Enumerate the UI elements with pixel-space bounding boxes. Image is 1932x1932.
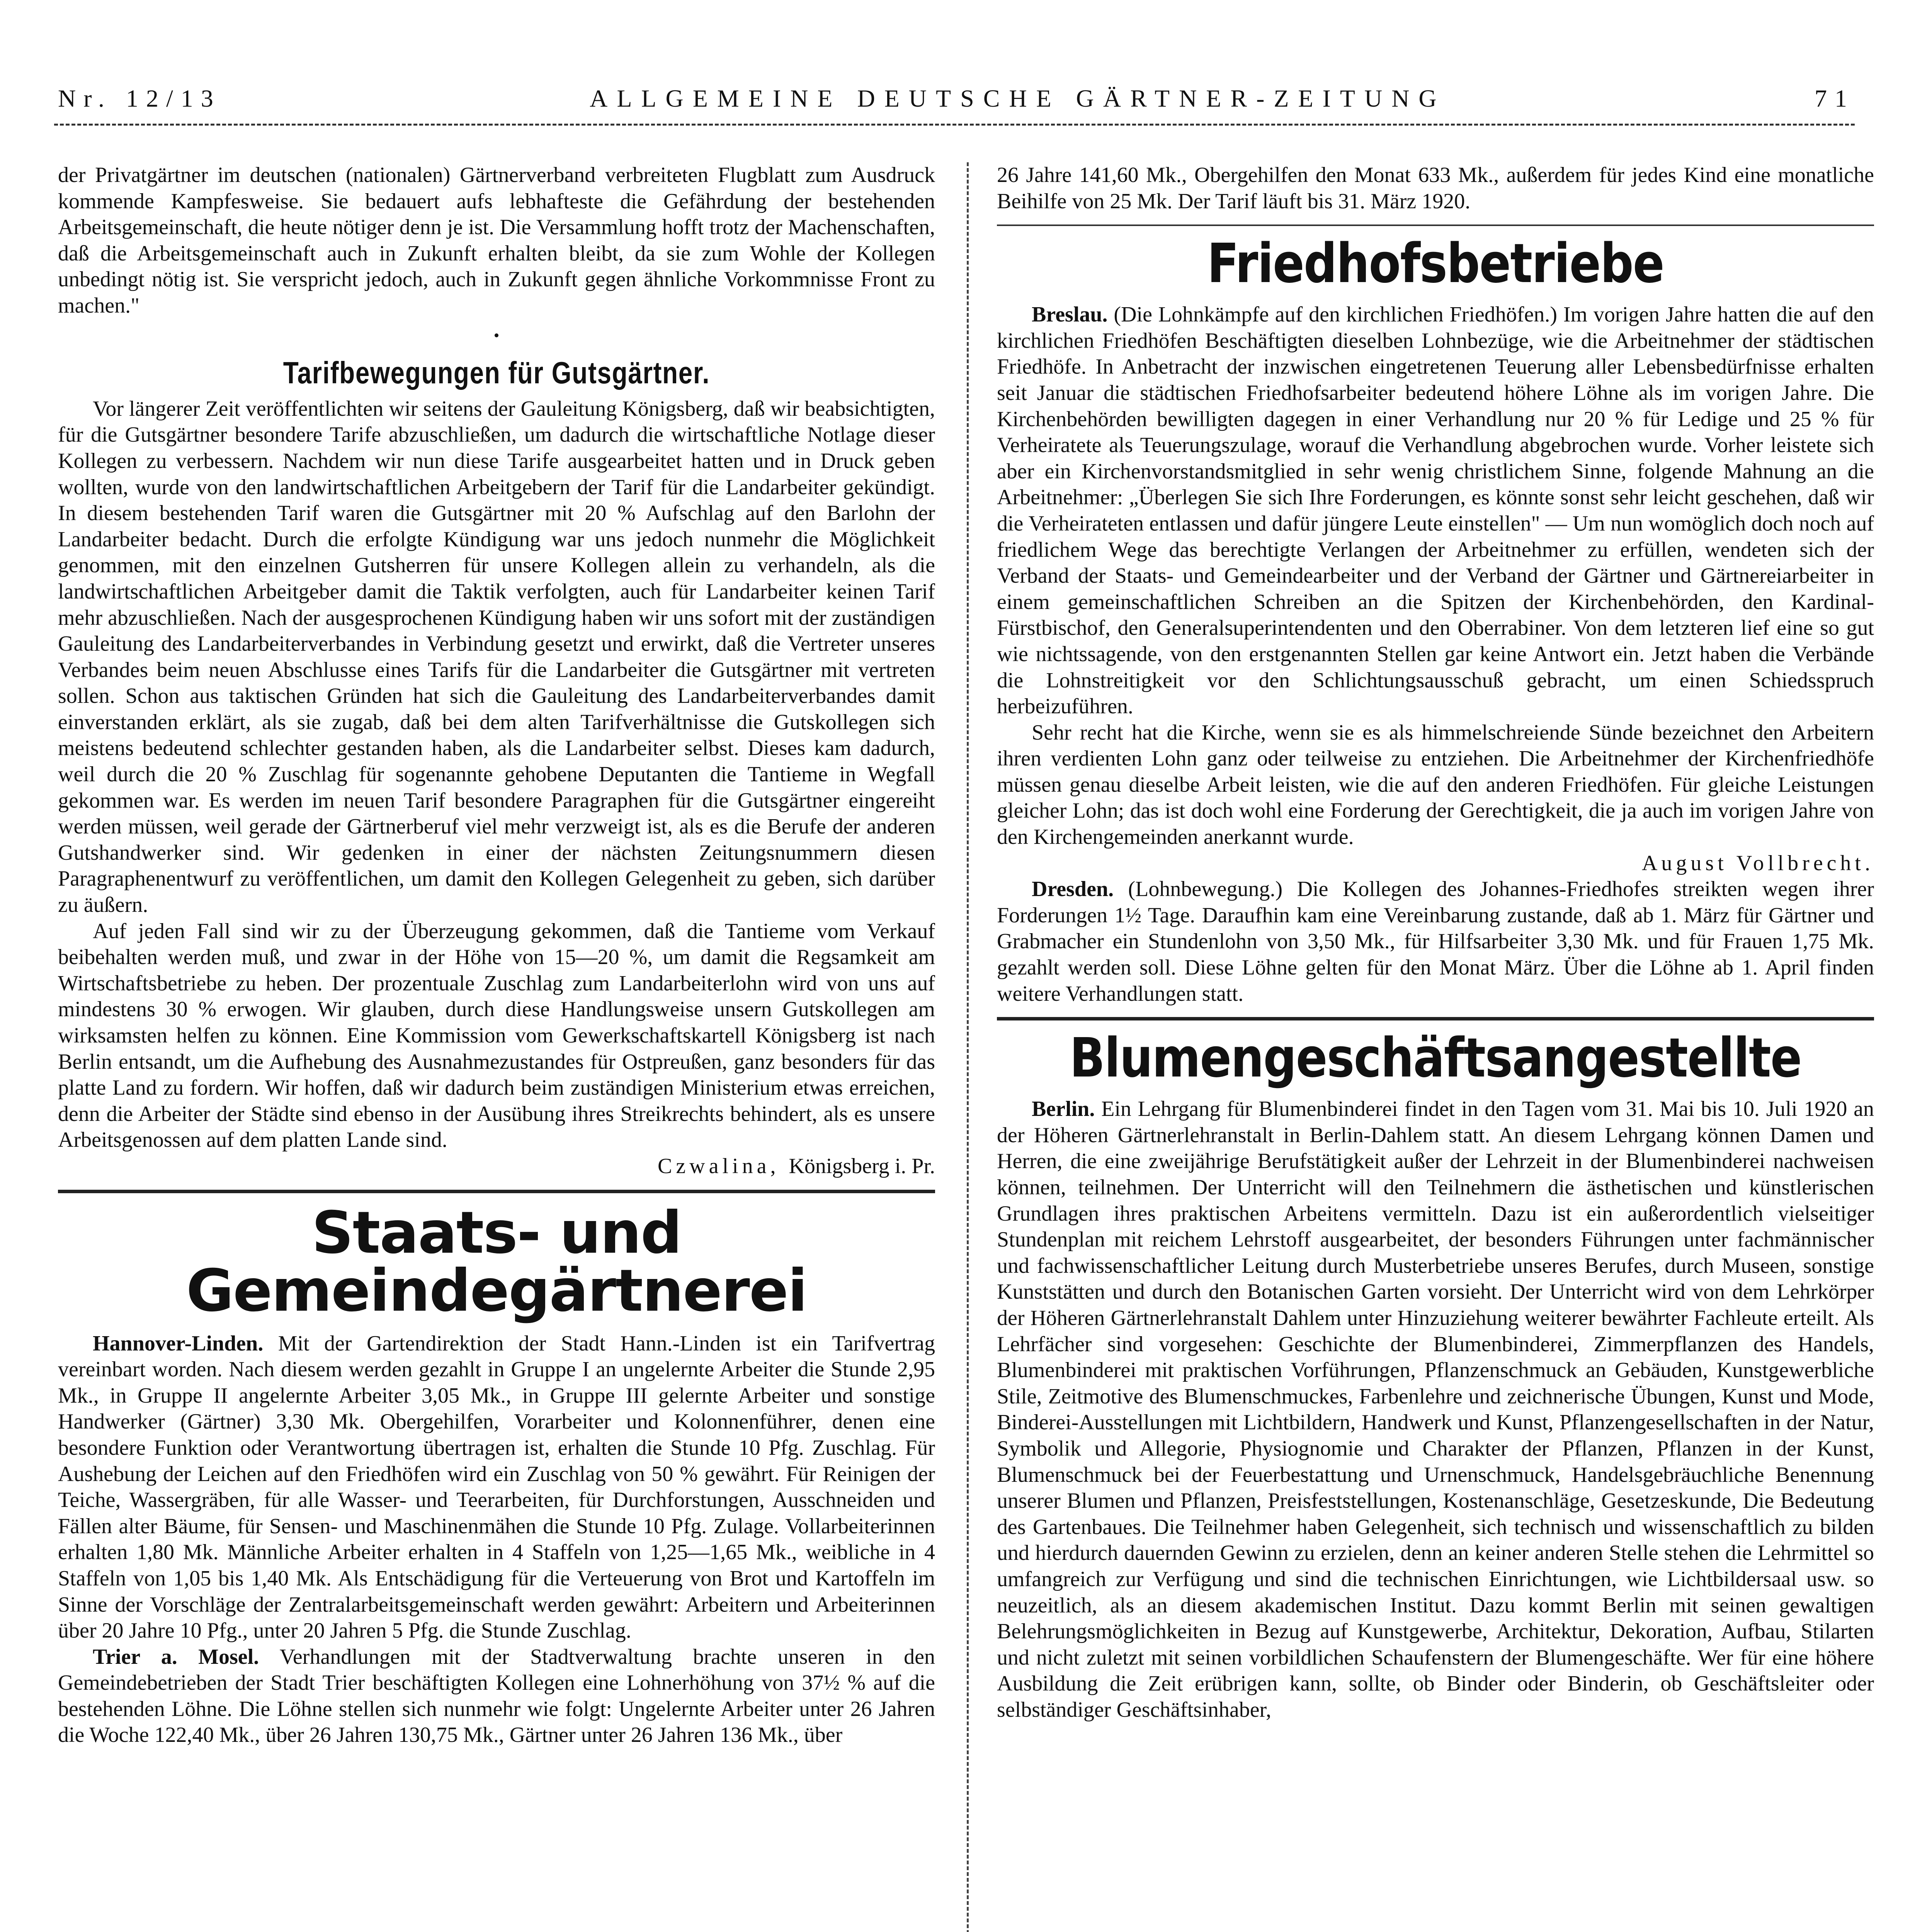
paragraph-text: (Die Lohnkämpfe auf den kirchlichen Friedhöfen.) Im vorigen Jahre hatten die auf den kirchlichen Friedhöfen Beschäftigten dieselben Lohnbezüge, wie die Arbeitnehmer der städtischen Friedhöfe. In Anbetracht der inzwischen eingetretenen Teuerung aller Lebensbedürfnisse erhalten seit Januar die städtischen Friedhofsarbeiter bedeutend höhere Löhne als im vorigen Jahre. Die Kirchenbehörden bewilligten dagegen in einer Verhandlung nur 20 % für Ledige und 25 % für Verheiratete als Teuerungszulage, worauf die Verhandlung abgebrochen wurde. Vorher leistete sich aber ein Kirchenvorstandsmitglied in sehr wenig christlichem Sinne, folgende Mahnung an die Arbeitnehmer: „Überlegen Sie sich Ihre Forderungen, es könnte sonst sehr leicht geschehen, daß wir die Verheirateten entlassen und dafür jüngere Leute einstellen" — Um nun womöglich doch noch auf friedlichem Wege das berechtigte Verlangen der Arbeitnehmer zu erfüllen, wendeten sich der Verband der Staats- und Gemeindearbeiter und der Verband der Gärtner und Gärtnereiarbeiter in einem gemeinschaftlichen Schreiben an die Spitzen der Kirchenbehörden, den Kardinal-Fürstbischof, den Generalsuperintendenten und den Oberrabiner. Von dem letzteren lief eine so gut wie nichtssagende, von den erstgenannten Stellen gar keine Antwort ein. Jetzt haben die Verbände die Lohnstreitigkeit vor den Schlichtungsausschuß gebracht, um einen Schiedsspruch herbeizuführen. bbox=[997, 303, 1874, 719]
newspaper-title: ALLGEMEINE DEUTSCHE GÄRTNER-ZEITUNG bbox=[590, 85, 1446, 112]
paragraph-text: Ein Lehrgang für Blumenbinderei findet in den Tagen vom 31. Mai bis 10. Juli 1920 an der Höheren Gärtnerlehranstalt in Berlin-Dahlem statt. An diesem Lehrgang können Damen und Herren, die eine zweijährige Berufstätigkeit außer der Lehrzeit in der Blumenbinderei nachweisen können, teilnehmen. Der Unterricht will den Teilnehmern die ästhetischen und künstlerischen Grundlagen ihres praktischen Arbeitens vermitteln. Dazu ist ein außerordentlich vielseitiger Stundenplan mit reichem Lehrstoff ausgearbeitet, der besonders Führungen unter fachmännischer und fachwissenschaftlicher Leitung durch Musterbetriebe unseres Berufes, durch Museen, sonstige Kunststätten und durch den Botanischen Garten vorsieht. Der Unterricht wird von dem Lehrkörper der Höheren Gärtnerlehranstalt Dahlem unter Hinzuziehung weiterer bewährter Fachleute erteilt. Als Lehrfächer sind vorgesehen: Geschichte der Blumenbinderei, Zimmerpflanzen des Handels, Blumenbinderei mit praktischen Vorführungen, Pflanzenschmuck an Gebäuden, Kunstgewerbliche Stile, Zeitmotive des Blumenschmuckes, Farbenlehre und zeichnerische Übungen, Kunst und Mode, Binderei-Ausstellungen mit Lichtbildern, Handwerk und Kunst, Pflanzengesellschaften in der Natur, Symbolik und Allegorie, Physiognomie und Charakter der Pflanzen, Pflanzen in der Kunst, Blumenschmuck bei der Feuerbestattung und Urnenschmuck, Handelsgebräuchliche Benennung unserer Blumen und Pflanzen, Preisfeststellungen, Kostenanschläge, Gesetzeskunde, Die Bedeutung des Gartenbaues. Die Teilnehmer haben Gelegenheit, sich technisch und wissenschaftlich zu bilden und hierdurch dauernden Gewinn zu erzielen, denn an keiner anderen Stelle stehen die Lehrmittel so umfangreich zur Verfügung und sind die technischen Einrichtungen, wie Lichtbildersaal usw. so neuzeitlich, als an diesem akademischen Institut. Dazu kommt Berlin mit seinen gewaltigen Belehrungsmöglichkeiten in Bezug auf Kunstgewerbe, Architektur, Dekoration, Aufbau, Stilarten und nicht zuletzt mit seinen vorbildlichen Schaufenstern der Blumengeschäfte. Wer für eine höhere Ausbildung die Zeit erübrigen kann, sollte, ob Binder oder Binderin, ob Geschäftsleiter oder selbständiger Geschäftsinhaber, bbox=[997, 1097, 1874, 1722]
header-rule bbox=[54, 124, 1855, 126]
section-separator bbox=[997, 224, 1874, 226]
paragraph-text: (Lohnbewegung.) Die Kollegen des Johannes-Friedhofes streikten wegen ihrer Forderungen 1½ Tage. Daraufhin kam eine Vereinbarung zustande, daß ab 1. März für Gärtner und Grabmacher ein Stundenlohn von 3,50 Mk., für Hilfsarbeiter 3,30 Mk. und für Frauen 1,75 Mk. gezahlt werden soll. Diese Löhne gelten für den Monat März. Über die Löhne ab 1. April finden weitere Verhandlungen statt. bbox=[997, 877, 1874, 1006]
section-banner: Staats- und Gemeindegärtnerei bbox=[186, 1199, 807, 1325]
section-separator bbox=[58, 1190, 935, 1193]
article-paragraph: Auf jeden Fall sind wir zu der Überzeugung gekommen, daß die Tantieme vom Verkauf beibehalten werden muß, und zwar in der Höhe von 15—20 %, um damit die Regsamkeit am Wirtschaftsbetriebe zu heben. Der prozentuale Zuschlag zum Landarbeiterlohn wird von uns auf mindestens 30 % erwogen. Wir glauben, durch diese Handlungsweise unsern Gutskollegen am wirksamsten helfen zu können. Eine Kommission vom Gewerkschaftskartell Königsberg ist nach Berlin entsandt, um die Aufhebung des Ausnahmezustandes für Ostpreußen, ganz besonders für das platte Land zu fordern. Wir hoffen, daß wir dadurch beim zuständigen Ministerium etwas erreichen, denn die Arbeiter der Städte sind ebenso in der Ausübung ihres Streikrechts behindert, als es unsere Arbeitsgenossen auf dem platten Lande sind. bbox=[58, 919, 935, 1152]
section-banner: Blumengeschäftsangestellte bbox=[1070, 1027, 1801, 1090]
article-paragraph: 26 Jahre 141,60 Mk., Obergehilfen den Monat 633 Mk., außerdem für jedes Kind eine monatliche Beihilfe von 25 Mk. Der Tarif läuft bis 31. März 1920. bbox=[997, 163, 1874, 213]
left-column bbox=[58, 162, 935, 1932]
section-heading: Tarifbewegungen für Gutsgärtner. bbox=[283, 355, 710, 390]
article-signature: August Vollbrecht. bbox=[1641, 851, 1874, 875]
article-paragraph bbox=[997, 1096, 1874, 1723]
article-paragraph: Vor längerer Zeit veröffentlichten wir seitens der Gauleitung Königsberg, daß wir beabsichtigten, für die Gutsgärtner besondere Tarife abzuschließen, um dadurch die wirtschaftliche Notlage dieser Kollegen zu verbessern. Nachdem wir nun diese Tarife ausgearbeitet hatten und in Druck geben wollten, wurde von den landwirtschaftlichen Arbeitgebern der Tarif für die Landarbeiter gekündigt. In diesem bestehenden Tarif waren die Gutsgärtner mit 20 % Aufschlag auf den Barlohn der Landarbeiter bedacht. Durch die erfolgte Kündigung war uns jedoch nunmehr die Möglichkeit genommen, mit den einzelnen Gutsherren für unsere Kollegen allein zu verhandeln, als die landwirtschaftlichen Arbeitgeber damit die Taktik verfolgten, auch für Landarbeiter keinen Tarif mehr abzuschließen. Nach der ausgesprochenen Kündigung haben wir uns sofort mit der zuständigen Gauleitung des Landarbeiterverbandes in Verbindung gesetzt und erwirkt, daß die Vertreter unseres Verbandes beim neuen Abschlusse eines Tarifs für die Landarbeiter die Gutsgärtner mit vertreten sollen. Schon aus taktischen Gründen hat sich die Gauleitung des Landarbeiterverbandes damit einverstanden erklärt, als sie zugab, daß bei dem alten Tarifverhältnisse die Gutskollegen sich meistens bedeutend schlechter gestanden haben, als die Landarbeiter selbst. Dieses kam dadurch, weil durch die 20 % Zuschlag für sogenannte gehobene Deputanten die Tantieme in Wegfall gekommen war. Es werden im neuen Tarif besondere Paragraphen für die Gutsgärtner eingereiht werden müssen, weil gerade der Gärtnerberuf viel mehr verzweigt ist, als es die Berufe der anderen Gutshandwerker sind. Wir gedenken in einer der nächsten Zeitungsnummern diesen Paragraphenentwurf zu veröffentlichen, um damit den Kollegen Gelegenheit zu geben, sich darüber zu äußern. bbox=[58, 396, 935, 917]
dateline: Breslau. bbox=[1032, 303, 1108, 327]
issue-number: Nr. 12/13 bbox=[58, 85, 221, 112]
section-banner: Friedhofsbetriebe bbox=[1207, 232, 1664, 296]
dateline: Dresden. bbox=[1032, 877, 1114, 901]
article-paragraph bbox=[997, 302, 1874, 720]
bullet-ornament: • bbox=[493, 327, 500, 345]
page-number: 71 bbox=[1815, 85, 1855, 112]
article-paragraph bbox=[58, 1644, 935, 1748]
masthead bbox=[58, 77, 1855, 120]
dateline: Berlin. bbox=[1032, 1097, 1095, 1121]
paragraph-text: Mit der Gartendirektion der Stadt Hann.-Linden ist ein Tarifvertrag vereinbart worden. Nach diesem werden gezahlt in Gruppe I an ungelernte Arbeiter die Stunde 2,95 Mk., in Gruppe II angelernte Arbeiter 3,05 Mk., in Gruppe III gelernte Arbeiter und sonstige Handwerker (Gärtner) 3,30 Mk. Obergehilfen, Vorarbeiter und Kolonnenführer, denen eine besondere Funktion oder Verantwortung übertragen ist, erhalten die Stunde 10 Pfg. Zuschlag. Für Aushebung der Leichen auf den Friedhöfen wird ein Zuschlag von 50 % gewährt. Für Reinigen der Teiche, Wassergräben, für alle Wasser- und Teerarbeiten, für Durchforstungen, Ausschneiden und Fällen alter Bäume, für Sensen- und Maschinenmähen die Stunde 10 Pfg. Zulage. Vollarbeiterinnen erhalten 1,80 Mk. Männliche Arbeiter erhalten in 4 Staffeln von 1,25—1,65 Mk., weibliche in 4 Staffeln von 1,05 bis 1,40 Mk. Als Entschädigung für die Verteuerung von Brot und Kartoffeln im Sinne der Vorschläge der Zentralarbeitsgemeinschaft werden gewährt: Arbeitern und Arbeiterinnen über 20 Jahre 10 Pfg., unter 20 Jahren 5 Pfg. die Stunde Zuschlag. bbox=[58, 1331, 935, 1643]
article-signature bbox=[58, 1153, 935, 1180]
signature-location: Königsberg i. Pr. bbox=[789, 1154, 935, 1178]
dateline: Trier a. Mosel. bbox=[93, 1645, 259, 1669]
signature-name: Czwalina, bbox=[657, 1154, 789, 1178]
section-separator bbox=[997, 1017, 1874, 1020]
article-paragraph: der Privatgärtner im deutschen (nationalen) Gärtnerverband verbreiteten Flugblatt zum Ausdruck kommende Kampfesweise. Sie bedauert aufs lebhafteste die Gefährdung der bestehenden Arbeitsgemeinschaft, die heute nötiger denn je ist. Die Versammlung hofft trotz der Machenschaften, daß die Arbeitsgemeinschaft auch in Zukunft erhalten bleibt, da sie zum Wohle der Kollegen unbedingt nötig ist. Sie verspricht jedoch, auch in Zukunft gegen ähnliche Vorkommnisse Front zu machen." bbox=[58, 163, 935, 318]
article-paragraph: Sehr recht hat die Kirche, wenn sie es als himmelschreiende Sünde bezeichnet den Arbeitern ihren verdienten Lohn ganz oder teilweise zu entziehen. Die Arbeitnehmer der Kirchenfriedhöfe müssen genau dieselbe Arbeit leisten, wie die auf den anderen Friedhöfen. Für gleiche Leistungen gleicher Lohn; das ist doch wohl eine Forderung der Gerechtigkeit, die ja auch im vorigen Jahre von den Kirchengemeinden anerkannt wurde. bbox=[997, 720, 1874, 849]
article-paragraph bbox=[997, 876, 1874, 1007]
column-divider bbox=[967, 162, 969, 1932]
article-paragraph bbox=[58, 1331, 935, 1644]
right-column bbox=[997, 162, 1874, 1932]
paragraph-text: Verhandlungen mit der Stadtverwaltung brachte unseren in den Gemeindebetrieben der Stadt Trier beschäftigten Kollegen eine Lohnerhöhung von 37½ % auf die bestehenden Löhne. Die Löhne stellen sich nunmehr wie folgt: Ungelernte Arbeiter unter 26 Jahren die Woche 122,40 Mk., über 26 Jahren 130,75 Mk., Gärtner unter 26 Jahren 136 Mk., über bbox=[58, 1645, 935, 1747]
dateline: Hannover-Linden. bbox=[93, 1331, 264, 1355]
